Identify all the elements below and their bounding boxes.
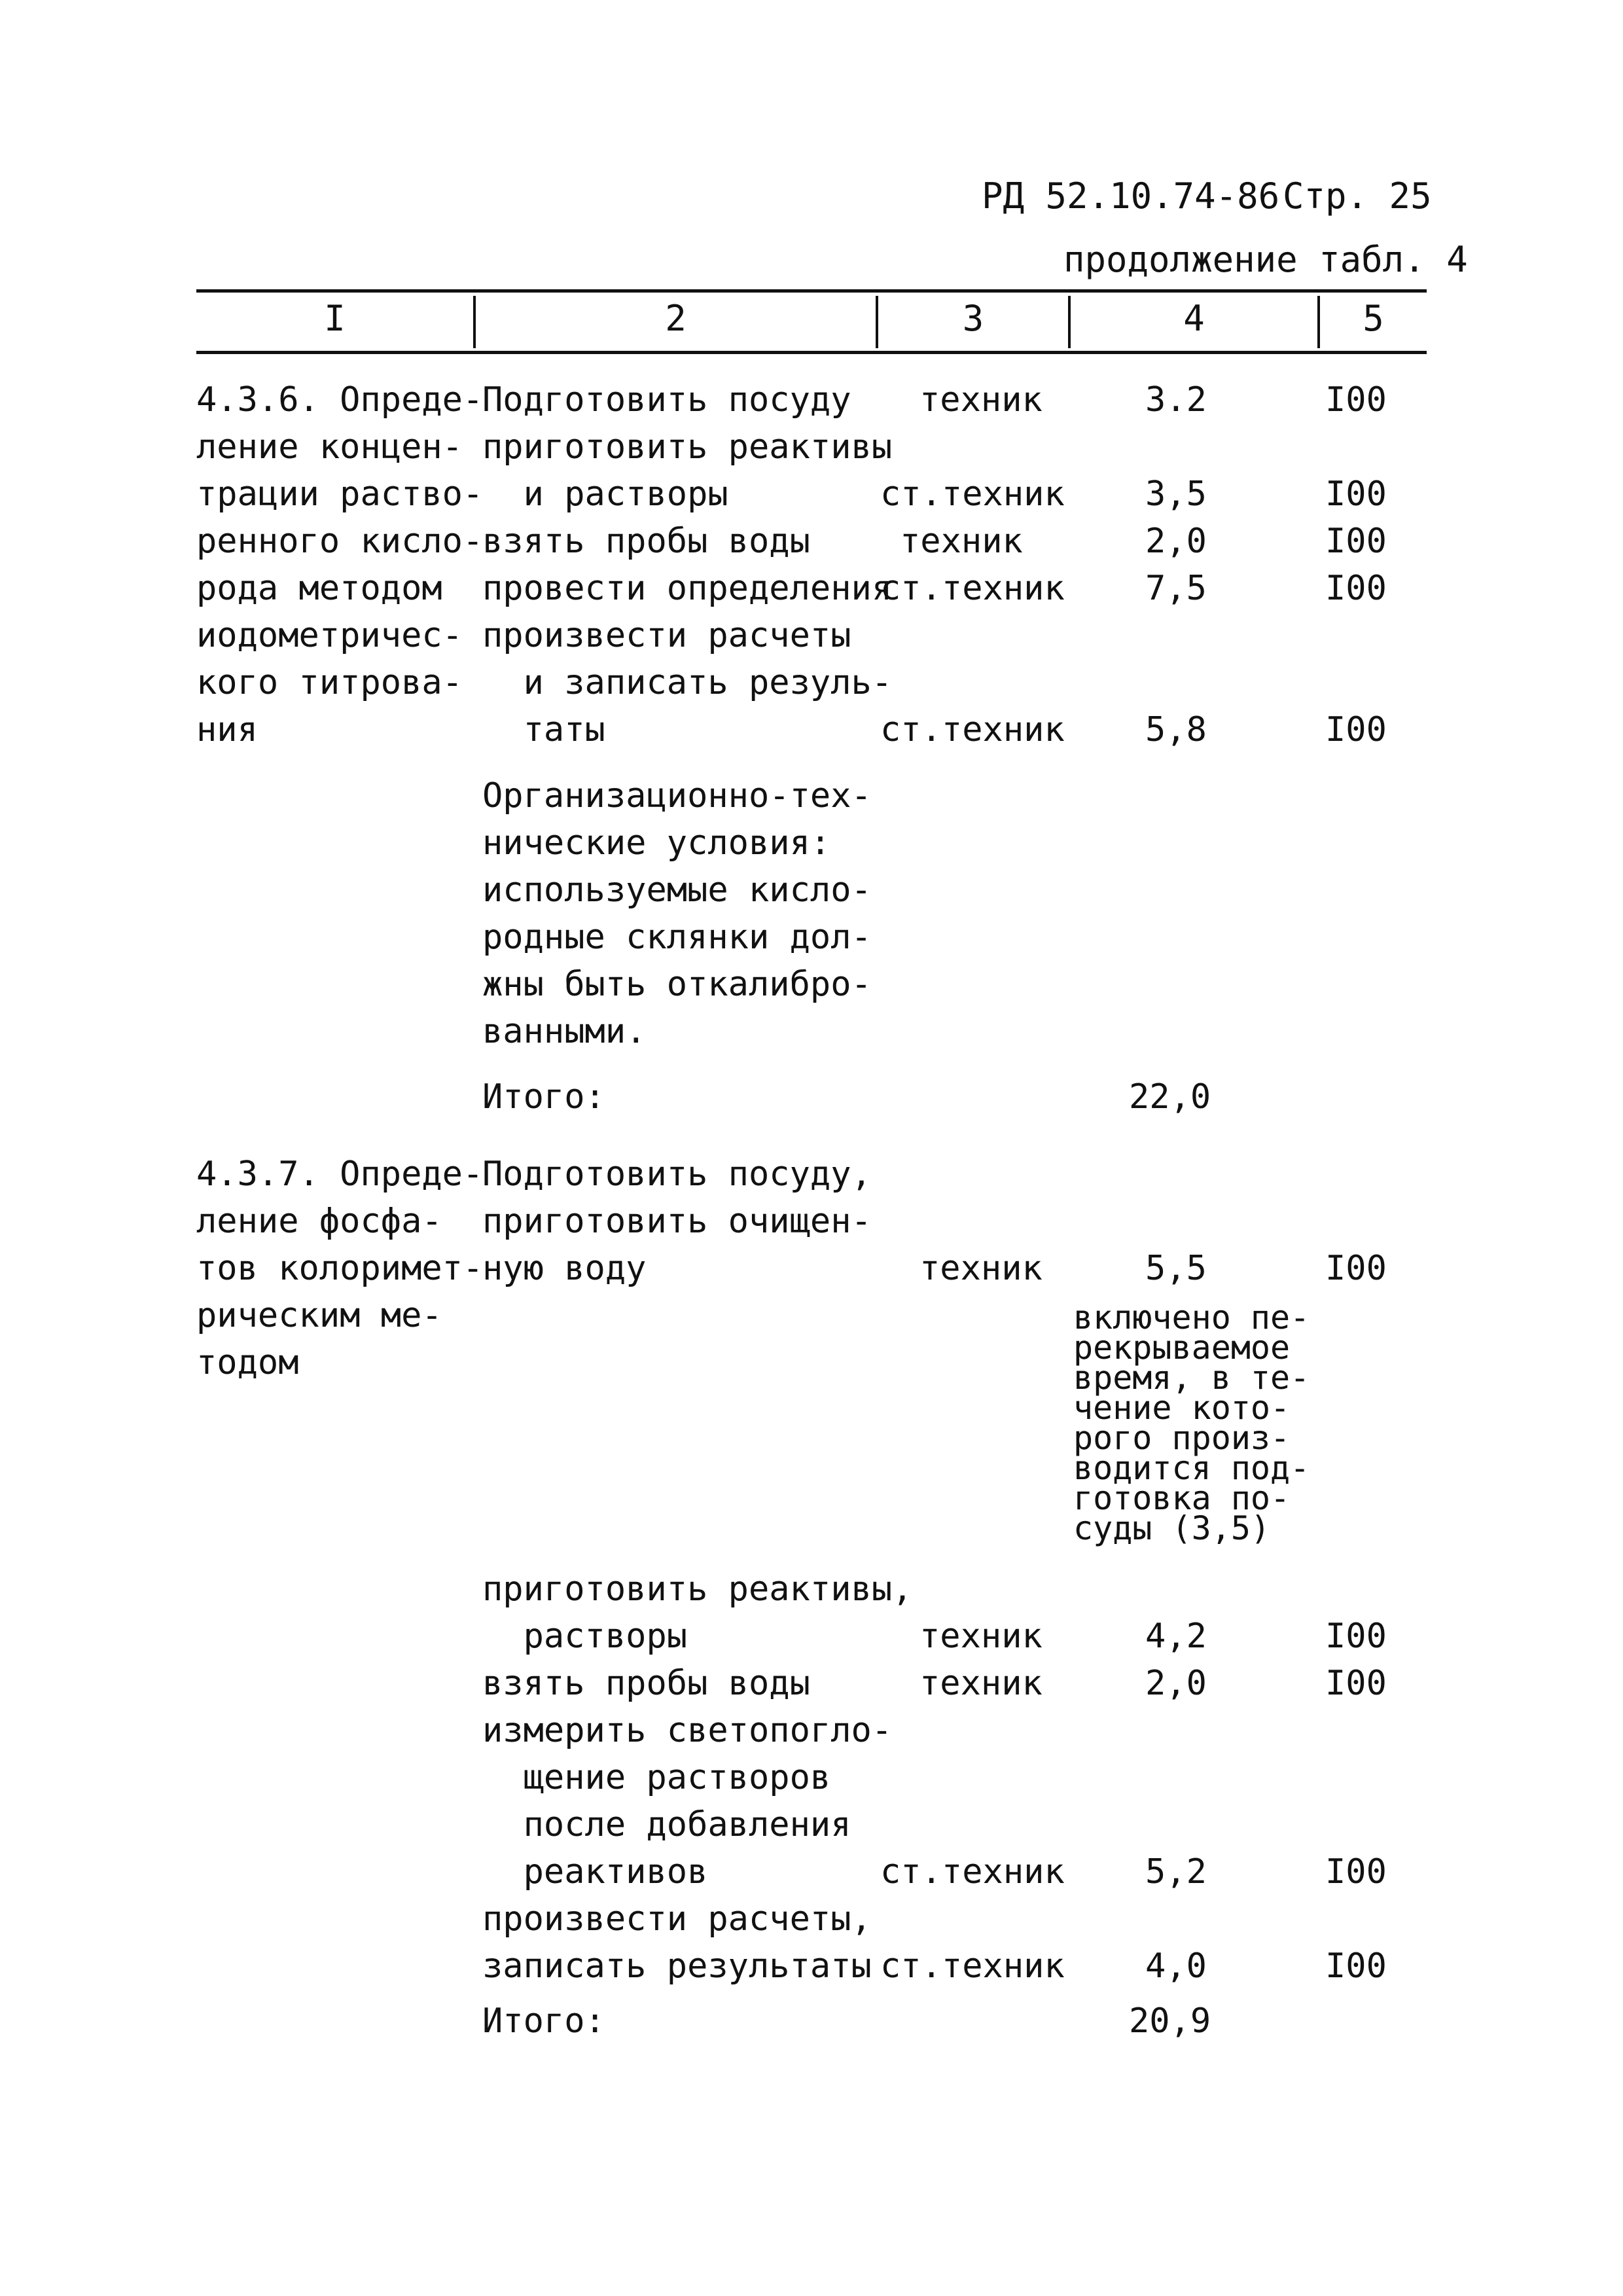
time-value: 4,0 [1145, 1946, 1207, 1986]
time-value: 2,0 [1145, 1664, 1207, 1703]
row-title-line: рическим ме- [196, 1296, 442, 1335]
performer: ст.техник [880, 1946, 1065, 1986]
row-title-line: 4.3.7. Опреде- [196, 1155, 484, 1194]
operation-text: провести определения [482, 569, 893, 608]
operation-text: измерить светопогло- [482, 1711, 893, 1750]
percent-value: I00 [1325, 475, 1387, 514]
total-label: Итого: [482, 2001, 605, 2041]
row-title-line: тов колоримет- [196, 1249, 484, 1288]
time-value: 7,5 [1145, 569, 1207, 608]
time-value: 5,5 [1145, 1249, 1207, 1288]
operation-text: реактивов [482, 1852, 708, 1892]
time-value: 5,2 [1145, 1852, 1207, 1892]
row-title-line: тодом [196, 1343, 299, 1382]
operation-text: приготовить реактивы [482, 427, 893, 467]
performer: ст.техник [880, 475, 1065, 514]
column-header-4: 4 [1183, 298, 1205, 339]
operation-text: произвести расчеты [482, 616, 851, 655]
total-value: 22,0 [1129, 1077, 1211, 1117]
row-title-line: иодометричес- [196, 616, 463, 655]
total-value: 20,9 [1129, 2001, 1211, 2041]
performer: техник [919, 1664, 1043, 1703]
overlap-note-line: готовка по- [1073, 1479, 1291, 1517]
percent-value: I00 [1325, 522, 1387, 561]
operation-text: после добавления [482, 1805, 851, 1844]
percent-value: I00 [1325, 380, 1387, 420]
table-header-rule [196, 351, 1427, 354]
performer: техник [919, 380, 1043, 420]
row-title-line: кого титрова- [196, 663, 463, 702]
performer: техник [900, 522, 1023, 561]
time-value: 3,5 [1145, 475, 1207, 514]
conditions-line: используемые кисло- [482, 870, 872, 910]
performer: ст.техник [880, 1852, 1065, 1892]
operation-text: приготовить реактивы, [482, 1570, 913, 1609]
overlap-note-line: чение кото- [1073, 1389, 1291, 1427]
operation-text: таты [482, 710, 605, 749]
column-header-3: 3 [962, 298, 984, 339]
percent-value: I00 [1325, 1664, 1387, 1703]
row-title-line: рода методом [196, 569, 442, 608]
column-header-1: I [324, 298, 346, 339]
operation-text: щение растворов [482, 1758, 831, 1797]
conditions-line: жны быть откалибро- [482, 965, 872, 1004]
overlap-note-line: рого произ- [1073, 1419, 1291, 1457]
time-value: 4,2 [1145, 1617, 1207, 1656]
conditions-line: Организационно-тех- [482, 776, 872, 816]
percent-value: I00 [1325, 710, 1387, 749]
table-continuation-note: продолжение табл. 4 [1063, 239, 1468, 280]
percent-value: I00 [1325, 569, 1387, 608]
time-value: 5,8 [1145, 710, 1207, 749]
total-label: Итого: [482, 1077, 605, 1117]
row-title-line: ния [196, 710, 258, 749]
performer: ст.техник [880, 710, 1065, 749]
overlap-note-line: водится под- [1073, 1449, 1310, 1487]
row-title-line: ление концен- [196, 427, 463, 467]
time-value: 2,0 [1145, 522, 1207, 561]
document-code: РД 52.10.74-86 [982, 175, 1280, 217]
percent-value: I00 [1325, 1617, 1387, 1656]
operation-text: ную воду [482, 1249, 647, 1288]
operation-text: Подготовить посуду, [482, 1155, 872, 1194]
percent-value: I00 [1325, 1946, 1387, 1986]
overlap-note-line: суды (3,5) [1073, 1509, 1271, 1547]
conditions-line: нические условия: [482, 823, 831, 863]
table-top-rule [196, 289, 1427, 293]
performer: техник [919, 1249, 1043, 1288]
row-title-line: ренного кисло- [196, 522, 484, 561]
operation-text: растворы [482, 1617, 688, 1656]
overlap-note-line: время, в те- [1073, 1359, 1310, 1397]
time-value: 3.2 [1145, 380, 1207, 420]
operation-text: записать результаты [482, 1946, 872, 1986]
operation-text: взять пробы воды [482, 1664, 810, 1703]
column-header-2: 2 [665, 298, 687, 339]
operation-text: произвести расчеты, [482, 1899, 872, 1939]
conditions-line: ванными. [482, 1012, 647, 1051]
overlap-note-line: включено пе- [1073, 1299, 1310, 1336]
column-header-5: 5 [1363, 298, 1384, 339]
performer: ст.техник [880, 569, 1065, 608]
row-title-line: ление фосфа- [196, 1202, 442, 1241]
page-number: Стр. 25 [1283, 175, 1432, 217]
row-title-line: трации раство- [196, 475, 484, 514]
percent-value: I00 [1325, 1852, 1387, 1892]
operation-text: и записать резуль- [482, 663, 893, 702]
row-title-line: 4.3.6. Опреде- [196, 380, 484, 420]
percent-value: I00 [1325, 1249, 1387, 1288]
conditions-line: родные склянки дол- [482, 918, 872, 957]
operation-text: взять пробы воды [482, 522, 810, 561]
operation-text: Подготовить посуду [482, 380, 851, 420]
operation-text: и растворы [482, 475, 728, 514]
performer: техник [919, 1617, 1043, 1656]
operation-text: приготовить очищен- [482, 1202, 872, 1241]
overlap-note-line: рекрываемое [1073, 1329, 1291, 1367]
